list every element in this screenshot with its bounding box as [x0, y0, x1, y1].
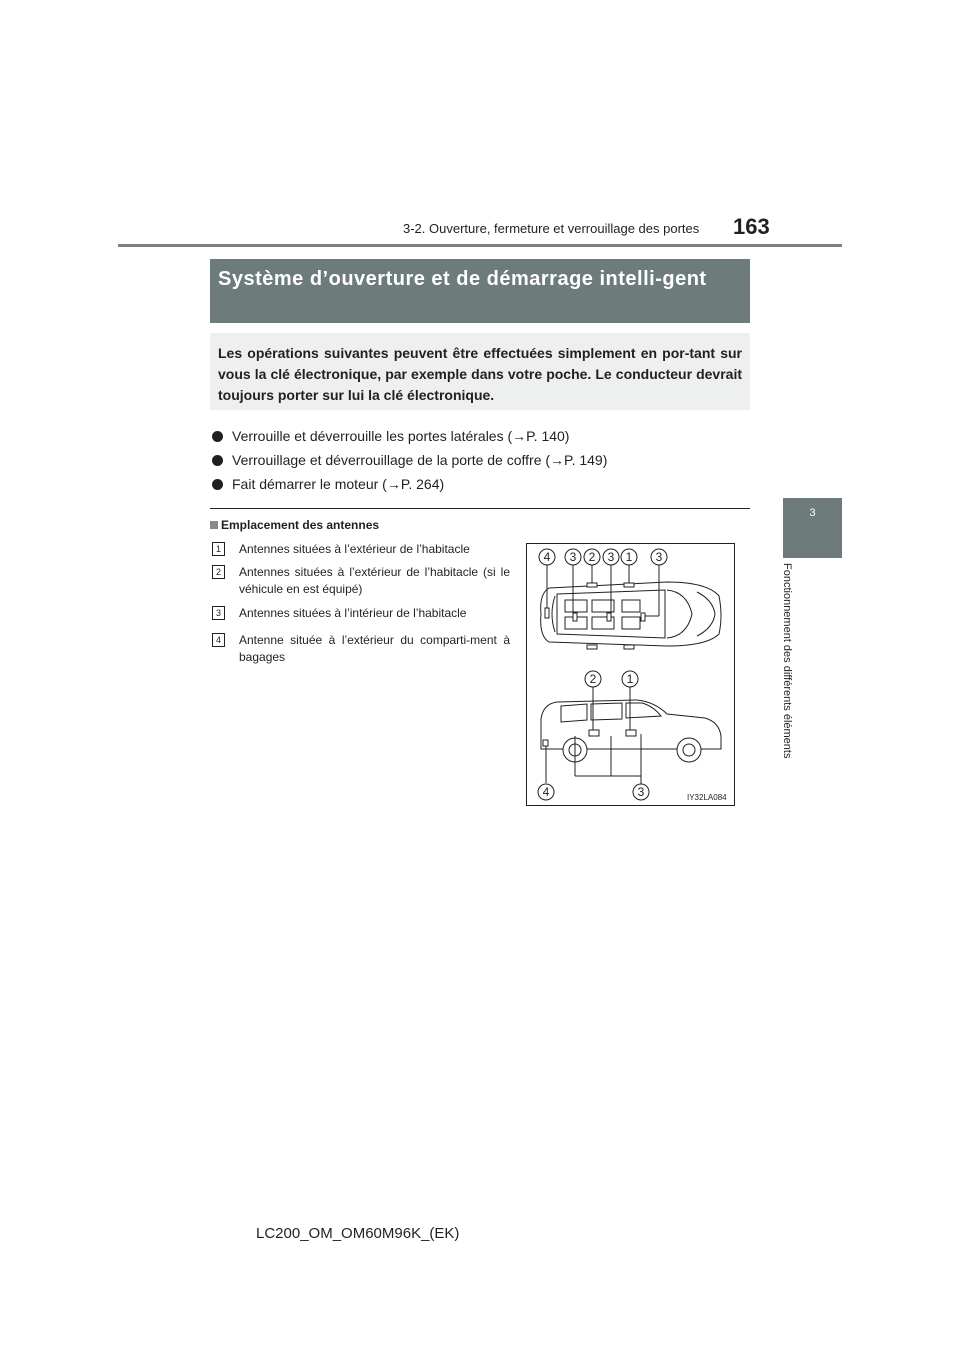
callout-label: 3 — [655, 550, 663, 564]
item-text: Antennes situées à l’intérieur de l’habitacle — [239, 606, 467, 620]
item-number-badge: 3 — [212, 606, 225, 620]
antenna-item — [212, 541, 510, 558]
section-divider — [210, 508, 750, 509]
section-title-box — [210, 259, 750, 323]
callout-label: 3 — [637, 785, 645, 799]
chapter-title-vertical — [783, 563, 803, 803]
chapter-number: 3 — [809, 507, 816, 519]
item-text: Antenne située à l’extérieur du comparti-ment à bagages — [239, 633, 510, 664]
callout-label: 4 — [542, 785, 550, 799]
bullet-item — [212, 428, 569, 444]
item-text: Antennes situées à l’extérieur de l’habitacle (si le véhicule en est équipé) — [239, 565, 510, 596]
document-code: LC200_OM_OM60M96K_(EK) — [256, 1225, 460, 1242]
bullet-dot-icon — [212, 455, 223, 466]
chapter-title: Fonctionnement des différents éléments — [781, 563, 793, 759]
vehicle-illustration — [527, 544, 734, 805]
intro-box — [210, 333, 750, 410]
antenna-item — [212, 605, 510, 622]
callout-label: 4 — [543, 550, 551, 564]
item-text: Antennes situées à l’extérieur de l’habitacle — [239, 542, 470, 556]
figure-code: IY32LA084 — [687, 793, 727, 802]
square-bullet-icon — [210, 521, 218, 529]
bullet-text: Fait démarrer le moteur (→P. 264) — [232, 476, 445, 492]
callout-label: 3 — [569, 550, 577, 564]
bullet-item — [212, 452, 607, 468]
page-number: 163 — [733, 214, 770, 239]
callout-label: 3 — [607, 550, 615, 564]
bullet-dot-icon — [212, 431, 223, 442]
callout-label: 2 — [588, 550, 596, 564]
subsection-heading — [210, 518, 379, 532]
item-number-badge: 4 — [212, 633, 225, 647]
antenna-location-figure — [526, 543, 735, 806]
subsection-heading-text: Emplacement des antennes — [221, 518, 380, 532]
antenna-item — [212, 564, 510, 598]
callout-label: 1 — [625, 550, 633, 564]
bullet-text: Verrouille et déverrouille les portes latérales (→P. 140) — [232, 428, 570, 444]
section-title: Système d’ouverture et de démarrage intelli-gent — [218, 268, 707, 290]
bullet-text: Verrouillage et déverrouillage de la porte de coffre (→P. 149) — [232, 452, 608, 468]
header-section-title: 3-2. Ouverture, fermeture et verrouillage des portes — [403, 221, 700, 236]
header-rule — [118, 244, 842, 247]
callout-label: 2 — [589, 672, 597, 686]
intro-text: Les opérations suivantes peuvent être effectuées simplement en por-tant sur vous la clé électronique, par exemple dans votre poche. Le conducteur devrait toujours porter sur lui la clé électronique. — [218, 345, 742, 403]
bullet-dot-icon — [212, 479, 223, 490]
antenna-item — [212, 632, 510, 666]
item-number-badge: 1 — [212, 542, 225, 556]
item-number-badge: 2 — [212, 565, 225, 579]
callout-label: 1 — [626, 672, 634, 686]
front-wheel-icon — [677, 738, 701, 762]
bullet-item — [212, 476, 444, 492]
